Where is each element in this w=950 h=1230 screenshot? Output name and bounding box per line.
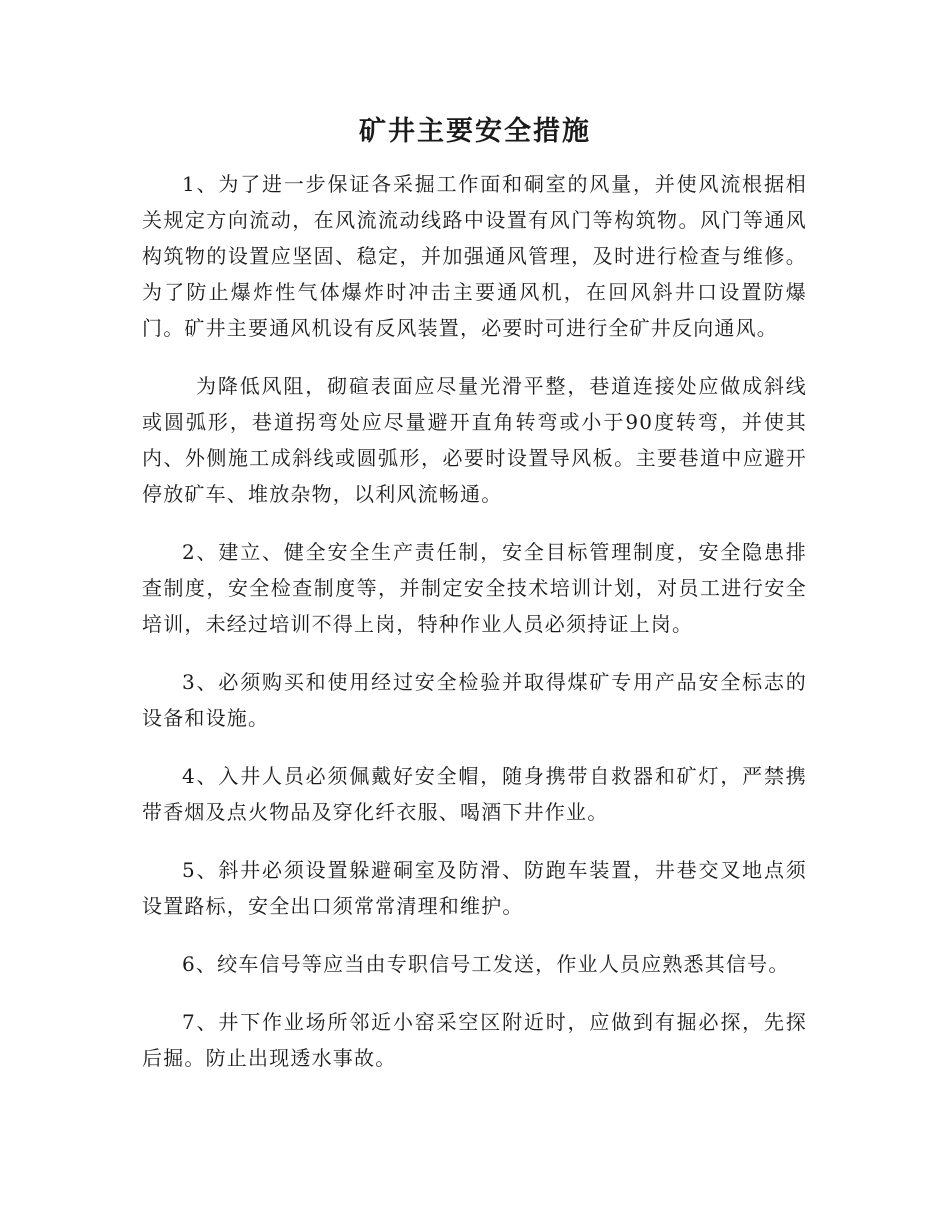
- paragraph-6: 6、绞车信号等应当由专职信号工发送，作业人员应熟悉其信号。: [182, 952, 790, 976]
- paragraph-4: 4、入井人员必须佩戴好安全帽，随身携带自救器和矿灯，严禁携带香烟及点火物品及穿化纤衣服、喝酒下井作业。: [142, 764, 807, 824]
- document-title: 矿井主要安全措施: [359, 116, 591, 147]
- paragraph-2: 2、建立、健全安全生产责任制，安全目标管理制度，安全隐患排查制度，安全检查制度等，并制定安全技术培训计划，对员工进行安全培训，未经过培训不得上岗，特种作业人员必须持证上岗。: [142, 540, 807, 636]
- paragraph-7: 7、井下作业场所邻近小窑采空区附近时，应做到有掘必探，先探后掘。防止出现透水事故。: [142, 1010, 807, 1070]
- paragraph-3: 3、必须购买和使用经过安全检验并取得煤矿专用产品安全标志的设备和设施。: [142, 670, 807, 730]
- paragraph-ventilation-resistance: 为降低风阻，砌碹表面应尽量光滑平整，巷道连接处应做成斜线或圆弧形，巷道拐弯处应尽量避开直角转弯或小于90度转弯，并使其内、外侧施工成斜线或圆弧形，必要时设置导风板。主要巷道中应避开停放矿车、堆放杂物，以利风流畅通。: [142, 374, 807, 506]
- paragraph-1: 1、为了进一步保证各采掘工作面和硐室的风量，并使风流根据相关规定方向流动，在风流流动线路中设置有风门等构筑物。风门等通风构筑物的设置应坚固、稳定，并加强通风管理，及时进行检查与维修。为了防止爆炸性气体爆炸时冲击主要通风机，在回风斜井口设置防爆门。矿井主要通风机设有反风装置，必要时可进行全矿井反向通风。: [142, 172, 807, 340]
- paragraph-5: 5、斜井必须设置躲避硐室及防滑、防跑车装置，井巷交叉地点须设置路标，安全出口须常常清理和维护。: [142, 858, 807, 918]
- document-body: [142, 166, 807, 1094]
